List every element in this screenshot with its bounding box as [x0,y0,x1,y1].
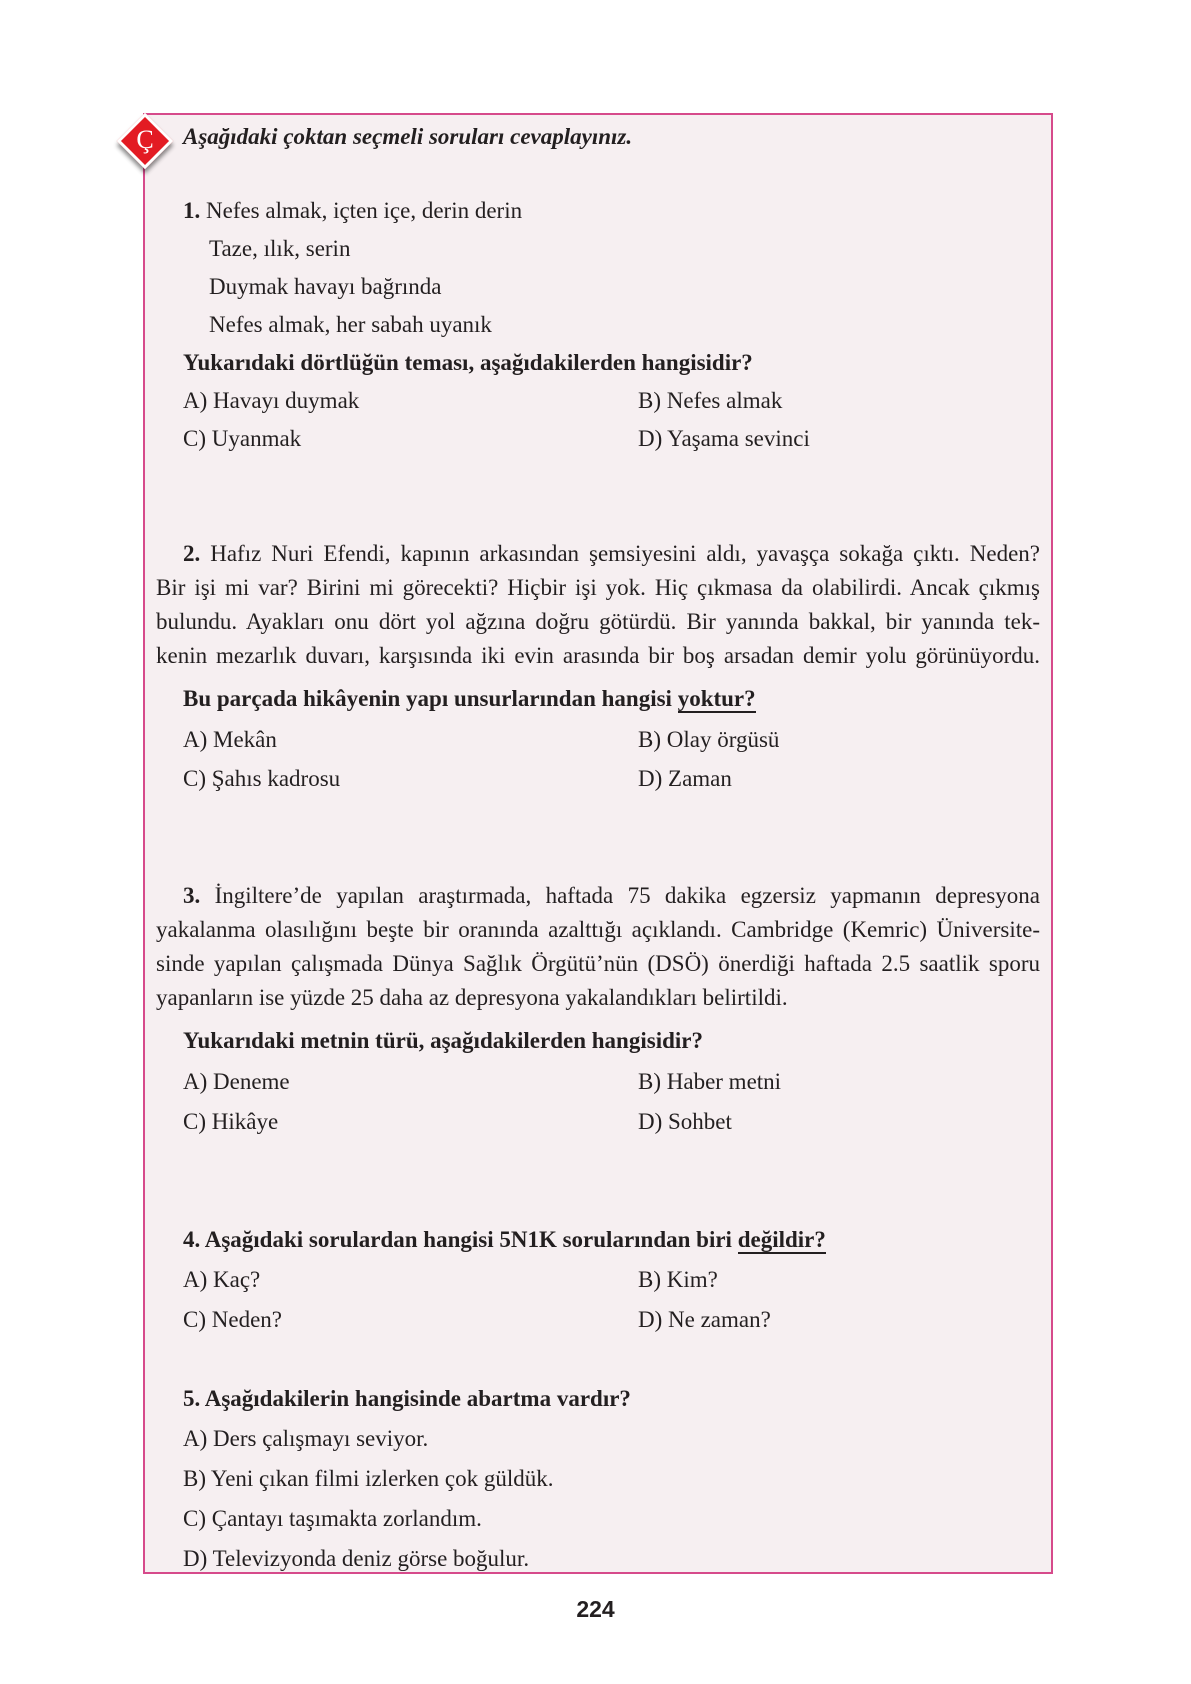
q1-option-c[interactable]: C) Uyanmak [183,426,302,451]
q1-question: Yukarıdaki dörtlüğün teması, aşağıdakilerden hangisidir? [183,350,753,375]
q1-poem-line: Taze, ılık, serin [209,236,351,261]
q2-question [183,687,756,710]
q2-option-b[interactable]: B) Olay örgüsü [638,727,780,752]
q1-poem-line: Duymak havayı bağrında [209,274,442,299]
q5-option-b[interactable]: B) Yeni çıkan filmi izlerken çok güldük. [183,1466,554,1491]
page-number: 224 [576,1596,615,1622]
q3-option-c[interactable]: C) Hikâye [183,1109,279,1134]
q2-option-c[interactable]: C) Şahıs kadrosu [183,766,341,791]
q2-passage-line: bulundu. Ayakları onu dört yol ağzına doğru götürdü. Bir yanında bakkal, bir yanında tek- [156,609,1040,634]
q5-number: 5. [183,1386,201,1411]
q1-poem-line: Nefes almak, her sabah uyanık [209,312,492,337]
q1-number: 1. [183,198,201,223]
q5-option-a[interactable]: A) Ders çalışmayı seviyor. [183,1426,429,1451]
q3-option-a[interactable]: A) Deneme [183,1069,290,1094]
q3-passage-line: sinde yapılan çalışmada Dünya Sağlık Örgütü’nün (DSÖ) önerdiği haftada 2.5 saatlik sporu [156,951,1040,976]
q1-poem-line: Nefes almak, içten içe, derin derin [206,198,523,223]
q4-number: 4. [183,1227,201,1252]
q4-question-text: Aşağıdaki sorulardan hangisi 5N1K sorularından biri [204,1227,732,1252]
q1-option-b[interactable]: B) Nefes almak [638,388,783,413]
q2-passage-line: kenin mezarlık duvarı, karşısında iki evin arasında bir boş arsadan demir yolu görünüyordu. [156,643,1040,668]
q2-number: 2. [183,541,201,566]
q3-passage-line: yakalanma olasılığını beşte bir oranında azalttığı açıklandı. Cambridge (Kemric) Üniversite- [156,917,1040,942]
q4-option-a[interactable]: A) Kaç? [183,1267,261,1292]
section-badge-letter: Ç [136,125,154,154]
q2-question-text: Bu parçada hikâyenin yapı unsurlarından hangisi [183,686,672,711]
q3-option-d[interactable]: D) Sohbet [638,1109,732,1134]
q3-passage-line: 3. İngiltere’de yapılan araştırmada, haftada 75 dakika egzersiz yapmanın depresyona [183,883,1041,908]
q4-option-d[interactable]: D) Ne zaman? [638,1307,771,1332]
section-instruction: Aşağıdaki çoktan seçmeli soruları cevaplayınız. [183,124,633,149]
q2-passage-line: 2. Hafız Nuri Efendi, kapının arkasından şemsiyesini aldı, yavaşça sokağa çıktı. Neden? [183,541,1040,566]
q4-question [183,1228,826,1251]
q2-passage [156,537,1040,673]
q2-question-emphasis: yoktur? [677,686,756,711]
q2-option-a[interactable]: A) Mekân [183,727,277,752]
q4-option-c[interactable]: C) Neden? [183,1307,282,1332]
q2-passage-line: Bir işi mi var? Birini mi görecekti? Hiçbir işi yok. Hiç çıkmasa da olabilirdi. Ancak çıkmış [156,575,1040,600]
q4-option-b[interactable]: B) Kim? [638,1267,718,1292]
q1-option-a[interactable]: A) Havayı duymak [183,388,360,413]
q3-question: Yukarıdaki metnin türü, aşağıdakilerden hangisidir? [183,1028,703,1053]
q2-option-d[interactable]: D) Zaman [638,766,732,791]
q5-question [183,1387,631,1410]
q5-option-d[interactable]: D) Televizyonda deniz görse boğulur. [183,1546,530,1571]
q1-option-d[interactable]: D) Yaşama sevinci [638,426,810,451]
q4-question-emphasis: değildir? [737,1227,826,1252]
q5-question-text: Aşağıdakilerin hangisinde abartma vardır? [204,1386,631,1411]
q3-option-b[interactable]: B) Haber metni [638,1069,782,1094]
q5-option-c[interactable]: C) Çantayı taşımakta zorlandım. [183,1506,482,1531]
q3-passage [156,879,1040,1015]
q1-line-1 [183,199,522,222]
q3-passage-line: yapanların ise yüzde 25 daha az depresyona yakalandıkları belirtildi. [156,985,788,1010]
q3-number: 3. [183,883,201,908]
